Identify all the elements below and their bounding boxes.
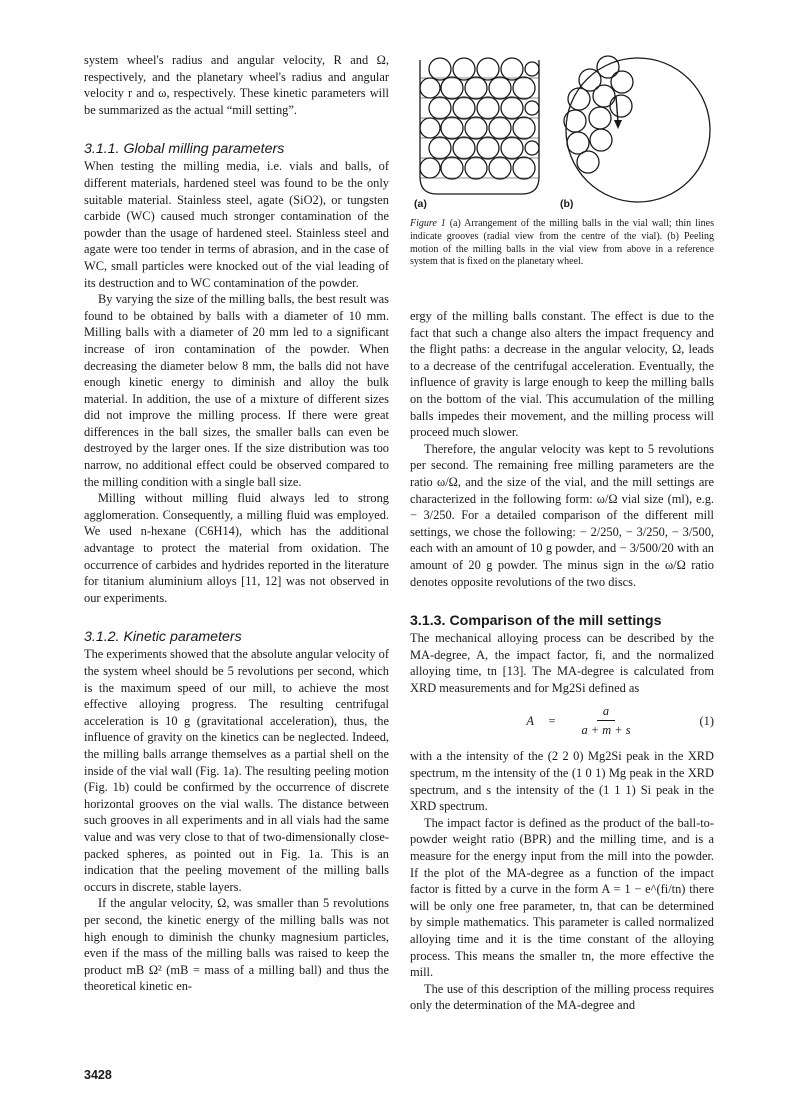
equation-lhs: A: [526, 714, 534, 729]
equation-denominator: a + m + s: [581, 723, 631, 738]
equation-numerator: a: [597, 704, 615, 721]
paragraph-ball-size: By varying the size of the milling balls, the best result was found to be obtained by balls with a diameter of 10 mm. Milling balls with a diameter of 20 mm led to a significant increase of iron contamination of the powder. When decreasing the diameter below 8 mm, the balls did not have enough kinetic energy to diminish and alloy the bulk material. In addition, the use of a mixture of different sizes did not improve the milling process. If there were great differences in the ball sizes, the smaller balls can even be destroyed by the larger ones. If the size distribution was too narrow, no additional effect could be observed compared to the milling condition with a single ball size.: [84, 292, 389, 489]
section-heading-comparison: 3.1.3. Comparison of the mill settings: [410, 613, 662, 630]
peeling-motion-diagram: [564, 56, 710, 202]
equation-number: (1): [699, 714, 714, 729]
equation-1: [410, 702, 714, 740]
vial-wall-diagram: [420, 58, 539, 194]
paragraph-energy-constant: ergy of the milling balls constant. The effect is due to the fact that such a change also alters the impact frequency and the flight paths: a decrease in the angular velocity, Ω, leads to a decrease of the centrifugal acceleration. Eventually, the influence of gravity is large enough to keep the milling balls on the bottom of the vial. This accumulation of the milling balls impedes their movement, and the milling process will proceed much slower.: [410, 309, 714, 440]
left-column: [84, 52, 389, 995]
paragraph-intensity-definitions: with a the intensity of the (2 2 0) Mg2Si peak in the XRD spectrum, m the intensity of the (1 0 1) Mg peak in the XRD spectrum, and s the intensity of the (1 1 1) Si peak in the XRD spectrum.: [410, 749, 714, 814]
paragraph-use-description: The use of this description of the milling process requires only the determination of the MA-degree and: [410, 981, 714, 1013]
caption-text: (a) Arrangement of the milling balls in the vial wall; thin lines indicate grooves (radial view from the centre of the vial). (b) Peeling motion of the milling balls in the vial view from above in a reference system that is fixed on the planetary wheel.: [410, 218, 714, 268]
paragraph-milling-fluid: Milling without milling fluid always led to strong agglomeration. Consequently, a milling fluid was employed. We used n-hexane (C6H14), which has the additional advantage to protect the material from oxidation. The occurrence of carbides and hydrides reported in the literature for titanium aluminium alloys [11, 12] was not observed in our experiments.: [84, 491, 389, 605]
paragraph-smaller-velocity: If the angular velocity, Ω, was smaller than 5 revolutions per second, the kinetic energy of the milling balls was not high enough to diminish the chunky magnesium particles, even if the mass of the milling balls was raised to keep the product mB Ω² (mB = mass of a milling ball) and thus the theoretical kinetic en-: [84, 896, 389, 994]
paragraph-milling-media: When testing the milling media, i.e. vials and balls, of different materials, hardened steel was found to be the only suitable material. Stainless steel, agate (SiO2), or tungsten carbide (WC) caused much stronger contamination of the powder than the usage of hardened steel. Stainless steel and agate were too tender in terms of abrasion, and in the case of WC, small particles were knocked out of the vial leading of its destruction and to WC contamination of the powder.: [84, 159, 389, 290]
caption-lead: Figure 1: [410, 218, 446, 229]
equation-equals: =: [548, 714, 556, 729]
figure-label-b: (b): [560, 198, 574, 210]
figure-1: [410, 52, 714, 212]
paragraph-angular-velocity: The experiments showed that the absolute angular velocity of the system wheel should be 5 revolutions per second, which is the maximum speed of our mill, to achieve the most effective alloying progress. The resulting centrifugal acceleration is 10 g (gravitational acceleration), thus, the influence of gravity on the kinetics can be neglected. Indeed, the milling balls arrange themselves as a partial shell on the inside of the vial wall (Fig. 1a). The resulting peeling motion (Fig. 1b) could be confirmed by the occurrence of discrete horizontal grooves on the vial walls. The distance between such grooves in all experiments and in all vials had the same value and was very close to that of two-dimensionally close-packed spheres, as pointed out in Fig. 1a. This is an indication that the peeling movement of the milling balls occurs in discrete, stable layers.: [84, 647, 389, 894]
section-heading-kinetic-parameters: 3.1.2. Kinetic parameters: [84, 629, 242, 646]
page-number: 3428: [84, 1068, 112, 1082]
figure-1-drawing: [410, 52, 714, 212]
right-column: [410, 308, 714, 1014]
figure-label-a: (a): [414, 198, 427, 210]
section-heading-global-milling: 3.1.1. Global milling parameters: [84, 141, 285, 158]
paragraph-therefore: Therefore, the angular velocity was kept to 5 revolutions per second. The remaining free milling parameters are the ratio ω/Ω, and the size of the vial, and the mill settings are characterized in the following form: ω/Ω vial size (ml), e.g. − 3/250. For a detailed comparison of the different mill settings, we chose the following: − 2/250, − 3/250, − 3/500, each with an amount of 10 g powder, and − 3/500/20 with an amount of 20 g powder. The minus sign in the ω/Ω ratio denotes opposite revolutions of the two discs.: [410, 441, 714, 589]
equation-fraction: [564, 704, 648, 738]
paragraph-ma-degree: The mechanical alloying process can be described by the MA-degree, A, the impact factor, fi, and the normalized alloying time, tn [13]. The MA-degree is calculated from XRD measurements and for Mg2Si defined as: [410, 631, 714, 695]
figure-caption: [410, 218, 714, 269]
paragraph-intro: system wheel's radius and angular velocity, R and Ω, respectively, and the planetary wheel's radius and angular velocity r and ω, respectively. These kinetic parameters will be summarized as the actual “mill setting”.: [84, 53, 389, 117]
paragraph-impact-factor: The impact factor is defined as the product of the ball-to-powder weight ratio (BPR) and the milling time, and is a measure for the energy input from the mill into the powder. If the plot of the MA-degree as a function of the impact factor is fitted by a curve in the form A = 1 − e^(fi/tn) there will be only one free parameter, tn, that can be determined by simple mathematics. This parameter is called normalized alloying time and it is the time constant of the alloying process. This means the smaller tn, the more effective the mill.: [410, 815, 714, 980]
